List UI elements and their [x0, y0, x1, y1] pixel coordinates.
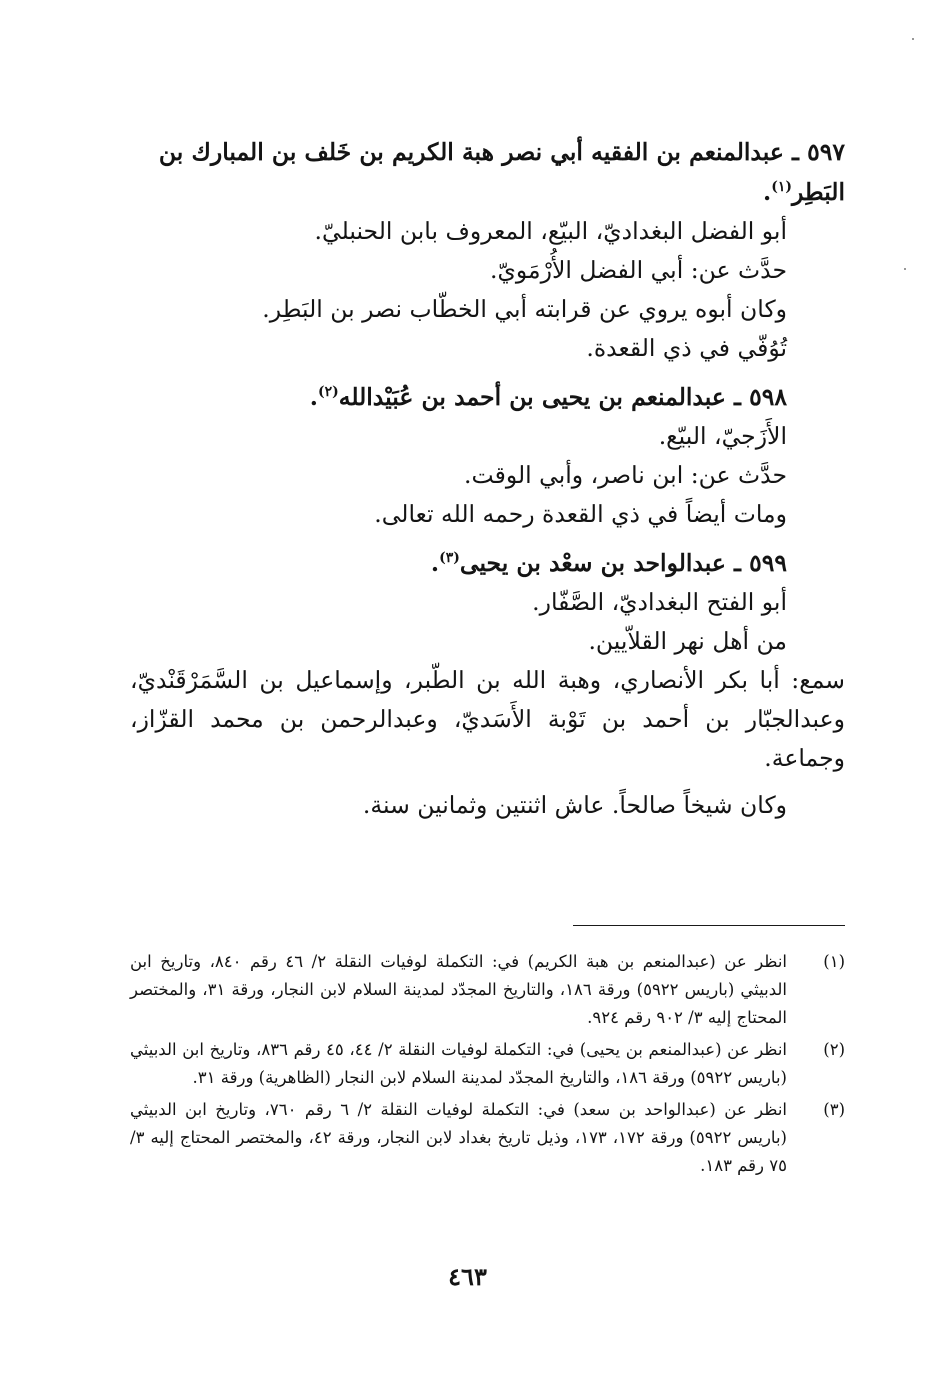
footnote-number: (١)	[823, 952, 845, 971]
main-text	[130, 132, 845, 825]
footnote-3	[130, 1096, 845, 1180]
footnotes	[130, 948, 845, 1184]
footnote-ref[interactable]: (١)	[771, 179, 792, 196]
footnote-1	[130, 948, 845, 1032]
entry-598	[130, 378, 845, 534]
entry-line: حدَّث عن: ابن ناصر، وأبي الوقت.	[464, 461, 787, 489]
footnote-separator	[573, 925, 845, 926]
entry-heading	[130, 132, 845, 212]
scan-speck	[912, 38, 914, 40]
entry-599	[130, 544, 845, 825]
entry-heading	[130, 544, 845, 583]
entry-line: الأَزَجيّ، البيّع.	[658, 422, 787, 450]
entry-line: ومات أيضاً في ذي القعدة رحمه الله تعالى.	[374, 500, 787, 528]
entry-597	[130, 132, 845, 368]
entry-heading	[130, 378, 845, 417]
entry-line: أبو الفتح البغداديّ، الصَّفّار.	[532, 588, 787, 616]
heading-period: .	[309, 383, 318, 411]
footnote-ref[interactable]: (٢)	[317, 384, 339, 401]
entry-heading-text: ٥٩٨ ـ عبدالمنعم بن يحيى بن أحمد بن عُبَيْدالله	[338, 383, 787, 411]
scan-speck	[904, 268, 906, 270]
footnote-text: انظر عن (عبدالواحد بن سعد) في: التكملة لوفيات النقلة ٢/ ٦ رقم ٧٦٠، وتاريخ ابن الدبيثي (باريس ٥٩٢٢) ورقة ١٧٢، ١٧٣، وذيل تاريخ بغداد لابن النجار، ورقة ٤٢، والمختصر المحتاج إليه ٣/ ٧٥ رقم ١٨٣.	[130, 1100, 787, 1175]
footnote-2	[130, 1036, 845, 1092]
entry-line: من أهل نهر القلاّيين.	[588, 627, 787, 655]
footnote-number: (٢)	[823, 1040, 845, 1059]
entry-line: تُوُفّي في ذي القعدة.	[586, 334, 787, 362]
footnote-text: انظر عن (عبدالمنعم بن يحيى) في: التكملة لوفيات النقلة ٢/ ٤٤، ٤٥ رقم ٨٣٦، وتاريخ ابن الدبيثي (باريس ٥٩٢٢) ورقة ١٨٦، والتاريخ المجدّد لمدينة السلام لابن النجار (الظاهرية) ورقة ٣١.	[130, 1040, 788, 1087]
page-number: ٤٦٣	[448, 1262, 487, 1291]
footnote-number: (٣)	[823, 1100, 845, 1119]
entry-heading-text: ٥٩٩ ـ عبدالواحد بن سعْد بن يحيى	[459, 549, 787, 577]
entry-closing-line: وكان شيخاً صالحاً. عاش اثنتين وثمانين سنة.	[362, 791, 787, 819]
entry-line: وكان أبوه يروي عن قرابته أبي الخطّاب نصر بن البَطِر.	[262, 295, 787, 323]
heading-period: .	[430, 549, 440, 577]
heading-period: .	[763, 178, 772, 206]
entry-paragraph: سمع: أبا بكر الأنصاري، وهبة الله بن الطّبر، وإسماعيل بن السَّمَرْقَنْديّ، وعبدالجبّار بن أحمد بن تَوْبة الأَسَديّ، وعبدالرحمن بن محمد القزّاز، وجماعة.	[130, 666, 845, 772]
footnote-text: انظر عن (عبدالمنعم بن هبة الكريم) في: التكملة لوفيات النقلة ٢/ ٤٦ رقم ٨٤٠، وتاريخ ابن الدبيثي (باريس ٥٩٢٢) ورقة ١٨٦، والتاريخ المجدّد لمدينة السلام لابن النجار، ورقة ٣١، والمختصر المحتاج إليه ٣/ ٩٠٢ رقم ٩٢٤.	[130, 952, 788, 1027]
entry-line: أبو الفضل البغداديّ، البيّع، المعروف بابن الحنبليّ.	[314, 217, 787, 245]
entry-heading-text: ٥٩٧ ـ عبدالمنعم بن الفقيه أبي نصر هبة الكريم بن خَلف بن المبارك بن البَطِر	[158, 138, 845, 206]
entry-line: حدَّث عن: أبي الفضل الأُرْمَويّ.	[490, 256, 787, 284]
footnote-ref[interactable]: (٣)	[439, 550, 460, 567]
